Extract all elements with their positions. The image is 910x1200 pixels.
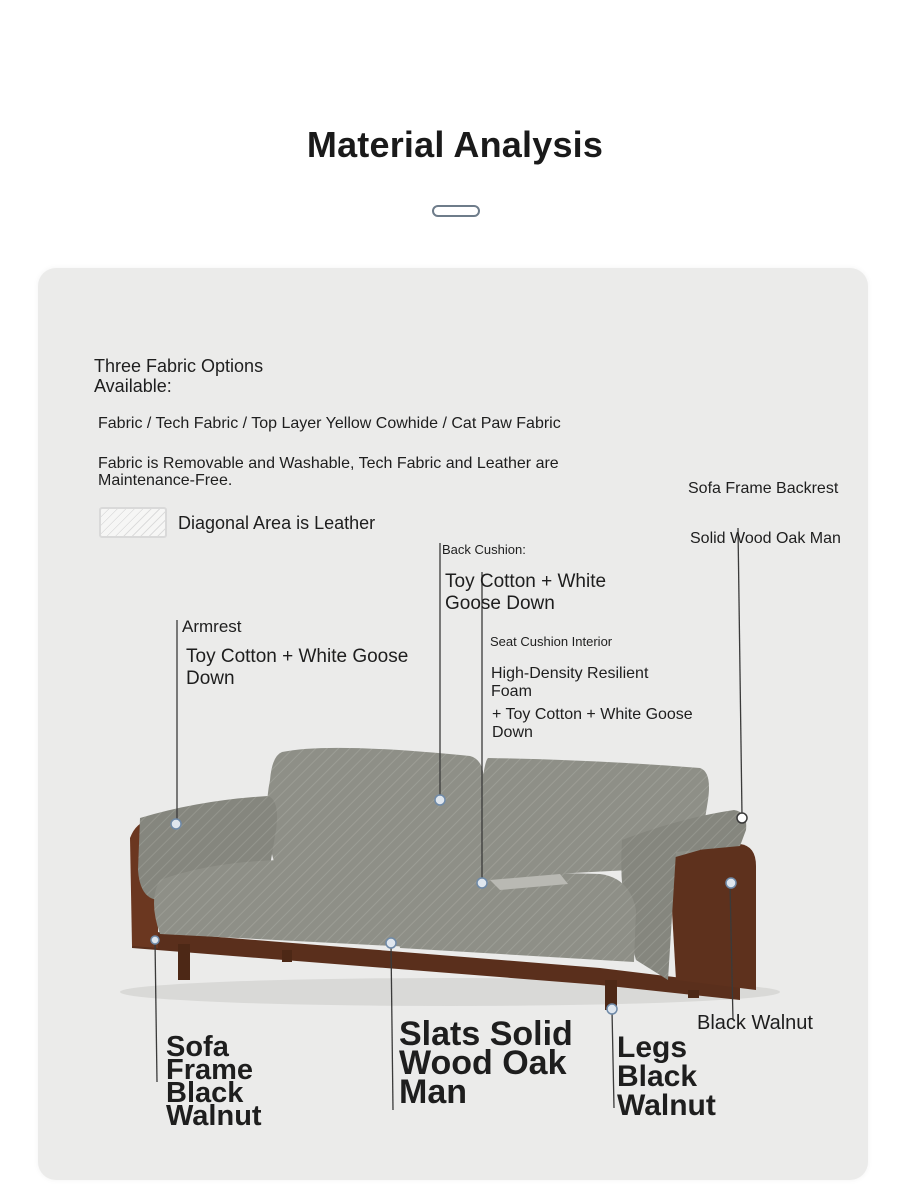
frame-backrest-title: Sofa Frame Backrest — [688, 480, 839, 497]
armrest-value: Toy Cotton + White Goose Down — [186, 646, 409, 689]
fabric-options-title: Three Fabric Options Available: — [94, 356, 264, 396]
leg-front-left — [178, 944, 190, 980]
right-frame-material: Black Walnut — [697, 1012, 813, 1034]
back-cushion-left — [267, 748, 484, 880]
armrest-title: Armrest — [182, 617, 242, 636]
fabric-care-note: Fabric is Removable and Washable, Tech Fabric and Leather are Maintenance-Free. — [98, 455, 559, 489]
leg-back-right — [688, 990, 699, 998]
back-cushion-title: Back Cushion: — [442, 542, 526, 557]
legs-material: Legs Black Walnut — [617, 1031, 716, 1122]
seat-cushion-value-down: + Toy Cotton + White Goose Down — [492, 706, 693, 741]
leg-center — [282, 950, 292, 962]
slats-material: Slats Solid Wood Oak Man — [399, 1015, 573, 1111]
seat-cushion-title: Seat Cushion Interior — [490, 634, 613, 649]
seat-cushion-value-foam: High-Density Resilient Foam — [491, 665, 649, 700]
leather-swatch-label: Diagonal Area is Leather — [178, 513, 376, 533]
back-cushion-value: Toy Cotton + White Goose Down — [445, 571, 607, 614]
fabric-options-list: Fabric / Tech Fabric / Top Layer Yellow Cowhide / Cat Paw Fabric — [98, 415, 561, 432]
sofa-frame-material: Sofa Frame Black Walnut — [166, 1031, 262, 1132]
right-arm-wood — [668, 842, 756, 990]
frame-backrest-value: Solid Wood Oak Man — [690, 530, 841, 547]
page-title: Material Analysis — [306, 124, 604, 165]
